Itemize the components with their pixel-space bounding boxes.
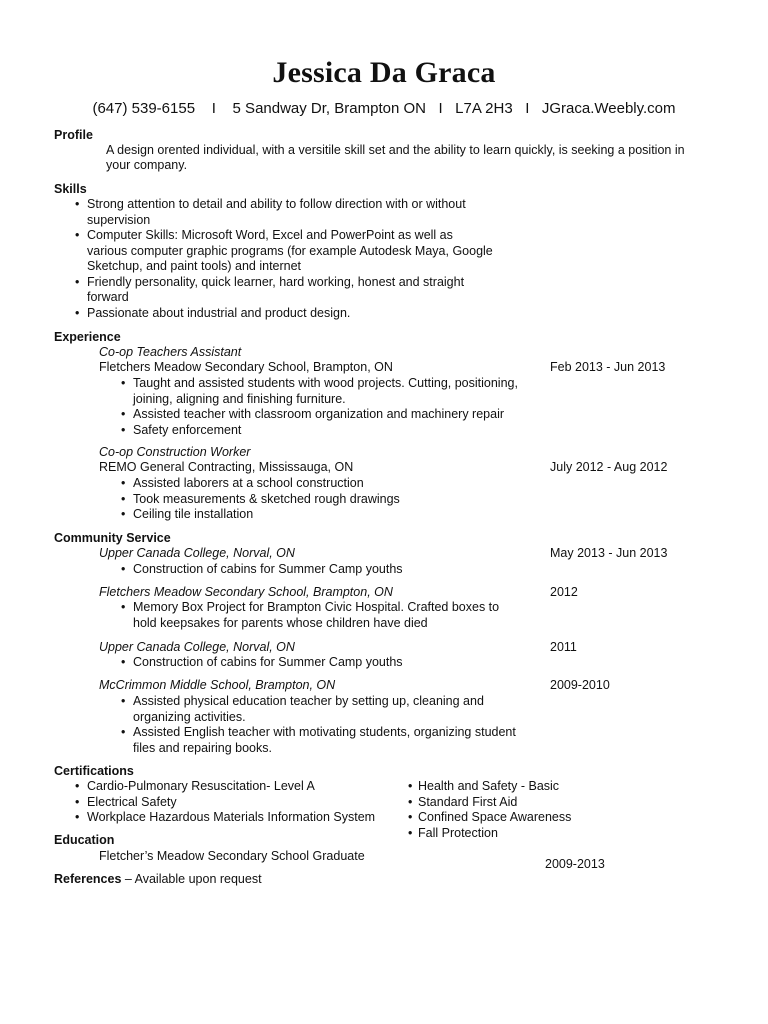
list-item: • Strong attention to detail and ability to follow direction with or without supervision [75,197,466,227]
job-employer: Fletchers Meadow Secondary School, Brampton, ON [99,360,393,374]
job-dates: July 2012 - Aug 2012 [550,460,668,474]
list-item: • Construction of cabins for Summer Camp youths [121,655,403,669]
list-item: • Taught and assisted students with wood projects. Cutting, positioning, joining, aligning and finishing furniture. [121,376,518,406]
skills-heading: Skills [54,182,87,196]
references-text: – Available upon request [121,872,262,886]
certifications-left-list [73,779,393,826]
education-dates: 2009-2013 [545,857,605,871]
community-dates: May 2013 - Jun 2013 [550,546,668,560]
job-dates: Feb 2013 - Jun 2013 [550,360,666,374]
education-school: Fletcher’s Meadow Secondary School Graduate [99,849,365,863]
community-org: McCrimmon Middle School, Brampton, ON [99,678,336,692]
job-employer: REMO General Contracting, Mississauga, ON [99,460,354,474]
experience-heading: Experience [54,330,121,344]
candidate-name: Jessica Da Graca [272,56,496,89]
references-heading: References [54,872,122,886]
community-heading: Community Service [54,531,171,545]
education-heading: Education [54,833,115,847]
list-item: • Assisted physical education teacher by setting up, cleaning and organizing activities. [121,694,484,724]
references-line [54,872,262,888]
list-item: • Ceiling tile installation [121,507,254,521]
community-bullets [119,694,539,756]
community-org: Upper Canada College, Norval, ON [99,640,295,654]
list-item: • Standard First Aid [408,794,518,809]
community-org: Upper Canada College, Norval, ON [99,546,295,560]
list-item: • Memory Box Project for Brampton Civic Hospital. Crafted boxes to hold keepsakes for parents whose children have died [121,600,500,630]
list-item: • Assisted English teacher with motivating students, organizing student files and repairing books. [121,725,516,755]
job-bullets [119,376,539,438]
list-item: • Assisted teacher with classroom organization and machinery repair [121,407,505,421]
community-dates: 2011 [550,640,577,654]
certifications-right-list [408,779,648,841]
list-item: • Assisted laborers at a school construction [121,476,364,490]
profile-line-2: your company. [106,158,188,172]
list-item: • Confined Space Awareness [408,810,572,824]
community-dates: 2012 [550,585,578,599]
job-bullets [119,476,539,523]
certifications-heading: Certifications [54,764,134,778]
list-item: • Electrical Safety [75,794,177,809]
list-item: • Safety enforcement [121,422,242,437]
list-item: • Took measurements & sketched rough drawings [121,491,400,506]
list-item: • Friendly personality, quick learner, hard working, honest and straight forward [75,274,465,304]
list-item: • Computer Skills: Microsoft Word, Excel and PowerPoint as well as various computer graphic programs (for example Autodesk Maya, Google Sketchup, and paint tools) and internet [75,228,493,273]
profile-line-1: A design orented individual, with a versitile skill set and the ability to learn quickly, is seeking a position in [106,143,685,157]
list-item: • Construction of cabins for Summer Camp youths [121,562,403,576]
profile-heading: Profile [54,128,93,142]
list-item: • Health and Safety - Basic [408,779,560,793]
contact-line: (647) 539-6155 I 5 Sandway Dr, Brampton ON I L7A 2H3 I JGraca.Weebly.com [92,100,676,117]
job-title: Co-op Teachers Assistant [99,345,242,359]
community-dates: 2009-2010 [550,678,610,692]
community-org: Fletchers Meadow Secondary School, Brampton, ON [99,585,393,599]
list-item: • Fall Protection [408,825,498,840]
community-bullets [119,562,539,578]
job-title: Co-op Construction Worker [99,445,251,459]
skills-list [73,197,493,321]
community-bullets [119,600,539,631]
community-bullets [119,655,539,671]
list-item: • Passionate about industrial and product design. [75,305,351,320]
list-item: • Cardio-Pulmonary Resuscitation- Level A [75,779,315,793]
list-item: • Workplace Hazardous Materials Information System [75,810,376,824]
